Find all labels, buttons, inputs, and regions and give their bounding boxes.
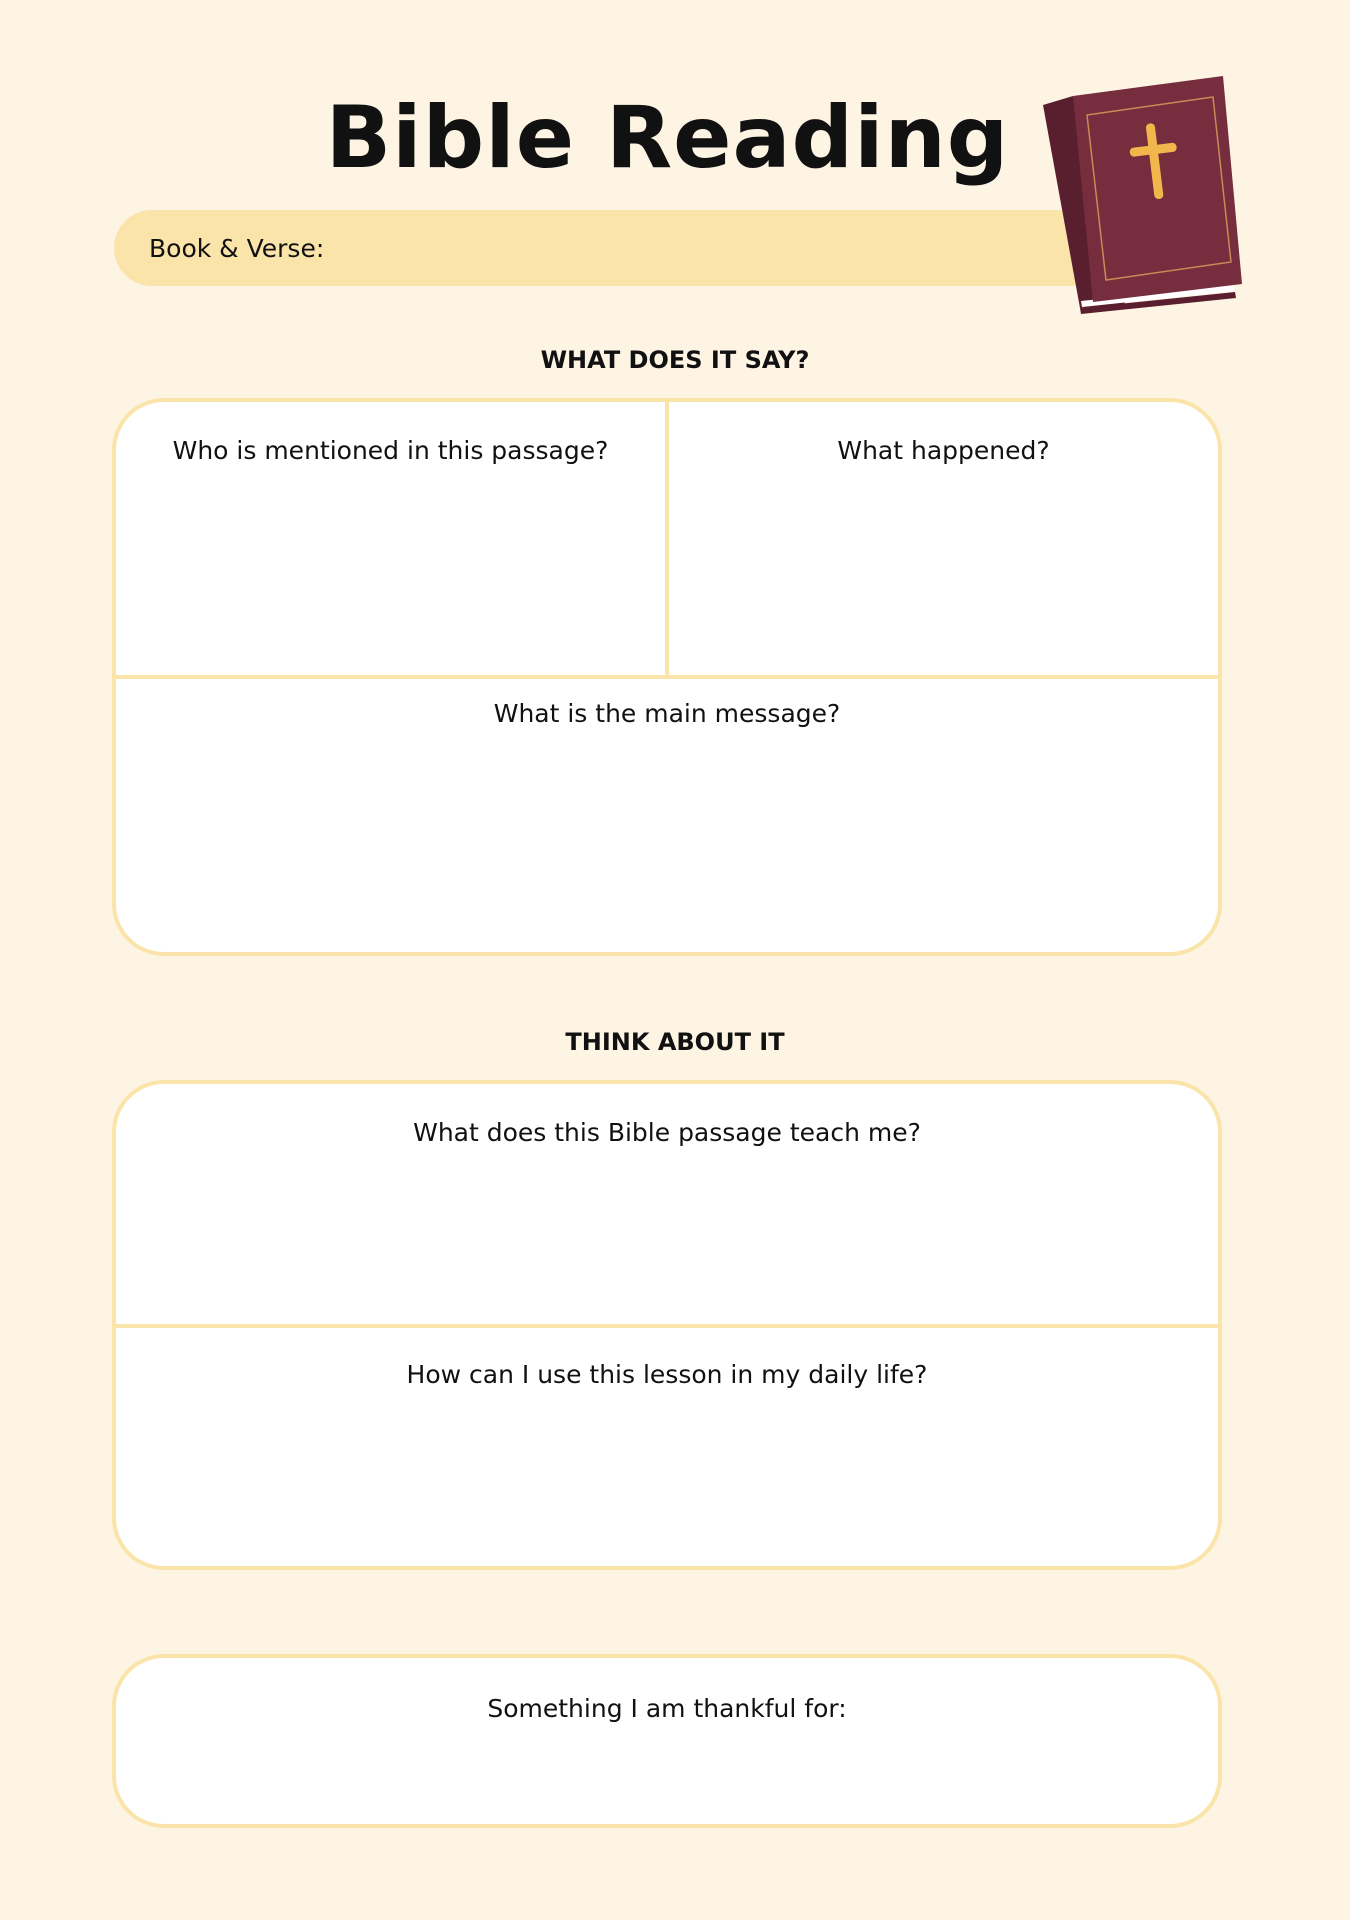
bible-icon bbox=[1035, 70, 1265, 320]
main-message-label: What is the main message? bbox=[493, 699, 841, 728]
daily-life-box[interactable] bbox=[116, 1328, 1218, 1566]
think-about-it-card bbox=[112, 1080, 1222, 1570]
who-mentioned-box[interactable] bbox=[116, 402, 665, 675]
book-verse-field[interactable] bbox=[114, 210, 1114, 286]
page-title: Bible Reading bbox=[325, 88, 1010, 188]
thankful-card[interactable] bbox=[112, 1654, 1222, 1828]
section-heading-say: WHAT DOES IT SAY? bbox=[540, 346, 810, 374]
section-heading-think: THINK ABOUT IT bbox=[565, 1028, 785, 1056]
thankful-label: Something I am thankful for: bbox=[487, 1694, 847, 1723]
daily-life-label: How can I use this lesson in my daily life? bbox=[406, 1360, 928, 1389]
main-message-box[interactable] bbox=[116, 679, 1218, 952]
who-mentioned-label: Who is mentioned in this passage? bbox=[172, 436, 609, 465]
what-happened-label: What happened? bbox=[837, 436, 1050, 465]
teach-me-box[interactable] bbox=[116, 1084, 1218, 1324]
what-does-it-say-card bbox=[112, 398, 1222, 956]
what-happened-box[interactable] bbox=[669, 402, 1218, 675]
thankful-box bbox=[116, 1658, 1218, 1824]
teach-me-label: What does this Bible passage teach me? bbox=[413, 1118, 921, 1147]
book-verse-label: Book & Verse: bbox=[149, 233, 325, 263]
